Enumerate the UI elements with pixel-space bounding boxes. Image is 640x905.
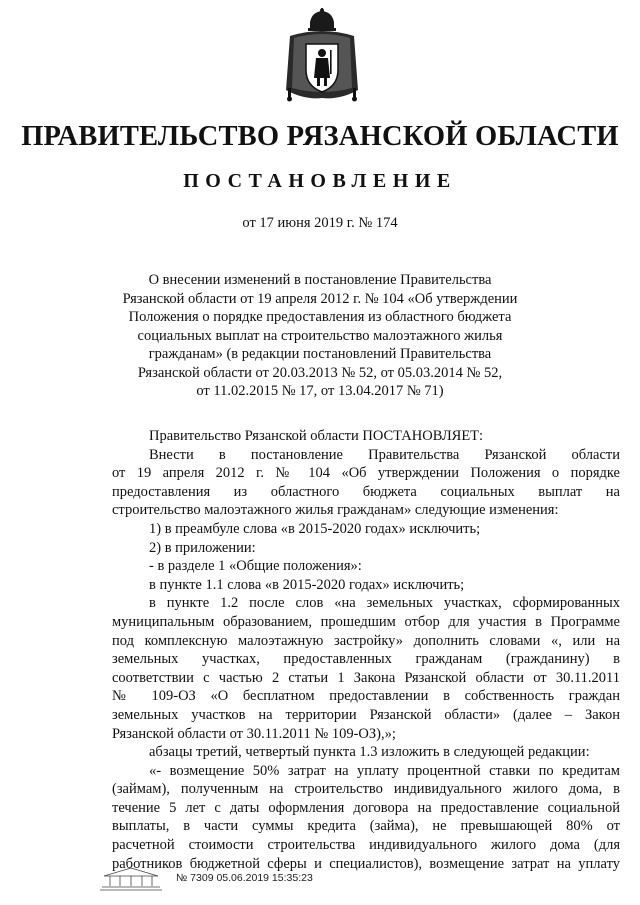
subject-line: Рязанской области от 19 апреля 2012 г. № 104 «Об утверждении xyxy=(122,290,518,307)
body-line: выплаты, в части суммы кредита (займа), не превышающей 80% от xyxy=(112,818,620,835)
body-line: абзацы третий, четвертый пункта 1.3 изложить в следующей редакции: xyxy=(149,744,590,761)
body-line: в пункте 1.1 слова «в 2015-2020 годах» исключить; xyxy=(149,576,465,593)
building-stamp-icon xyxy=(96,866,166,892)
body-line: Рязанской области от 30.11.2011 № 109-ОЗ),»; xyxy=(112,725,396,742)
body-line: 2) в приложении: xyxy=(149,539,256,556)
subject-line: социальных выплат на строительство малоэтажного жилья xyxy=(137,327,503,344)
body-line: течение 5 лет с даты оформления договора на предоставление социальной xyxy=(112,799,620,816)
body-line: в пункте 1.2 после слов «на земельных участках, сформированных xyxy=(149,595,620,612)
body-line: от 19 апреля 2012 г. № 104 «Об утверждении Положения о порядке xyxy=(112,465,620,482)
subject-line: Рязанской области от 20.03.2013 № 52, от 05.03.2014 № 52, xyxy=(137,364,503,381)
body-line: работников бюджетной сферы и специалистов), возмещение затрат на уплату xyxy=(112,855,620,872)
body-line: (займам), полученным на строительство индивидуального жилого дома, в xyxy=(112,781,620,798)
document-date-number: от 17 июня 2019 г. № 174 xyxy=(242,215,398,231)
body-line: № 109-ОЗ «О бесплатном предоставлении в собственность граждан xyxy=(112,688,620,705)
body-line: под комплексную малоэтажную застройку» дополнить словами «, или на xyxy=(112,632,620,649)
body-line: земельных участках, предоставленных гражданам (гражданину) в xyxy=(112,651,620,668)
body-line: 1) в преамбуле слова «в 2015-2020 годах» исключить; xyxy=(149,520,481,537)
document-subject xyxy=(100,271,540,401)
body-line: предоставления из областного бюджета социальных выплат на xyxy=(112,483,620,500)
document-type: ПОСТАНОВЛЕНИЕ xyxy=(183,170,457,192)
registration-footer xyxy=(96,866,356,892)
organization-title: ПРАВИТЕЛЬСТВО РЯЗАНСКОЙ ОБЛАСТИ xyxy=(21,121,619,152)
subject-line: гражданам» (в редакции постановлений Правительства xyxy=(148,346,492,362)
body-line: соответствии с частью 2 статьи 1 Закона Рязанской области от 30.11.2011 xyxy=(112,669,620,686)
body-line: расчетной стоимости строительства индивидуального жилого дома (для xyxy=(112,837,620,854)
registration-number: № 7309 05.06.2019 15:35:23 xyxy=(176,872,313,884)
body-line: муниципальным образованием, прошедшим отбор для участия в Программе xyxy=(112,613,620,630)
subject-line: О внесении изменений в постановление Правительства xyxy=(148,272,492,288)
body-line: земельных участков на территории Рязанской области» (далее – Закон xyxy=(112,706,620,723)
subject-line: Положения о порядке предоставления из областного бюджета xyxy=(128,309,512,325)
coat-of-arms-emblem xyxy=(280,8,364,104)
body-line: строительство малоэтажного жилья гражданам» следующие изменения: xyxy=(112,502,559,519)
body-line: - в разделе 1 «Общие положения»: xyxy=(149,558,362,575)
body-line: Правительство Рязанской области ПОСТАНОВЛЯЕТ: xyxy=(149,428,484,444)
body-line: Внести в постановление Правительства Рязанской области xyxy=(149,446,620,463)
document-body xyxy=(112,427,620,873)
body-line: «- возмещение 50% затрат на уплату процентной ставки по кредитам xyxy=(149,762,620,779)
subject-line: от 11.02.2015 № 17, от 13.04.2017 № 71) xyxy=(196,383,444,399)
